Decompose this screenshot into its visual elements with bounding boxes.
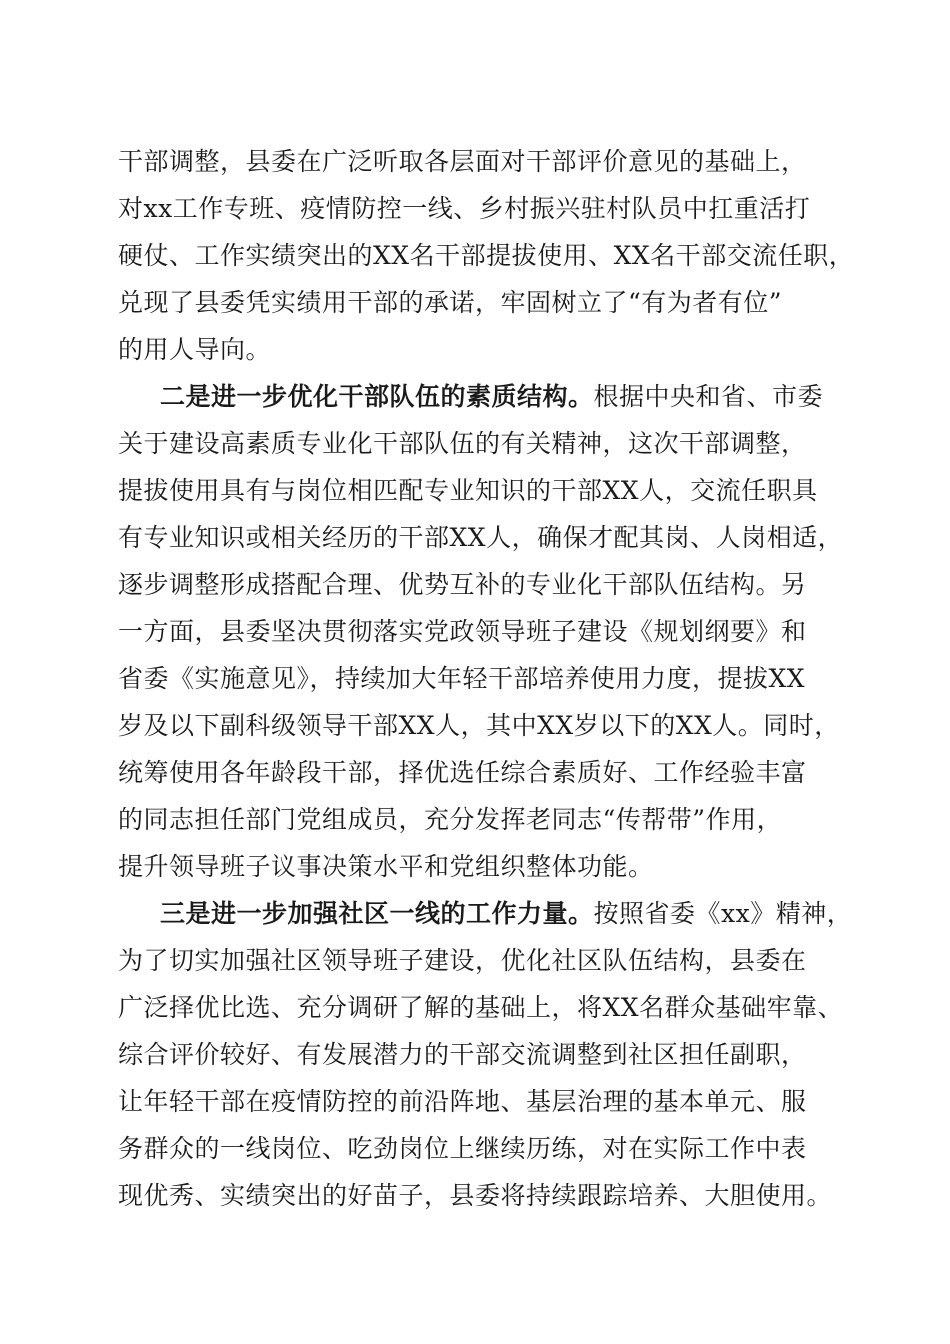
paragraph-3-line-3: 广泛择优比选、充分调研了解的基础上，将XX名群众基础牢靠、 <box>118 993 844 1022</box>
paragraph-1-line-3: 硬仗、工作实绩突出的XX名干部提拔使用、XX名干部交流任职， <box>118 241 855 270</box>
paragraph-1-line-2: 对xx工作专班、疫情防控一线、乡村振兴驻村队员中扛重活打 <box>118 194 811 223</box>
paragraph-2-lead: 二是进一步优化干部队伍的素质结构。 <box>160 382 594 411</box>
paragraph-3-line-2: 为了切实加强社区领导班子建设，优化社区队伍结构，县委在 <box>118 946 807 975</box>
paragraph-2-line-9: 统筹使用各年龄段干部，择优选任综合素质好、工作经验丰富 <box>118 758 807 787</box>
paragraph-2-line-4: 有专业知识或相关经历的干部XX人，确保才配其岗、人岗相适， <box>118 523 844 552</box>
paragraph-2-line-10: 的同志担任部门党组成员，充分发挥老同志“传帮带”作用， <box>118 805 783 834</box>
paragraph-2-line-5: 逐步调整形成搭配合理、优势互补的专业化干部队伍结构。另 <box>118 570 807 599</box>
paragraph-1-line-1: 干部调整，县委在广泛听取各层面对干部评价意见的基础上， <box>118 147 807 176</box>
paragraph-2-line-8: 岁及以下副科级领导干部XX人，其中XX岁以下的XX人。同时， <box>118 711 840 740</box>
paragraph-3-line-6: 务群众的一线岗位、吃劲岗位上继续历练，对在实际工作中表 <box>118 1134 807 1163</box>
paragraph-3-line-1 <box>160 899 853 929</box>
paragraph-3-line-4: 综合评价较好、有发展潜力的干部交流调整到社区担任副职， <box>118 1040 807 1069</box>
paragraph-2-line-7: 省委《实施意见》，持续加大年轻干部培养使用力度，提拔XX <box>118 664 806 693</box>
paragraph-2-line-1 <box>160 382 840 412</box>
paragraph-1-line-5: 的用人导向。 <box>118 335 272 364</box>
paragraph-1-line-4: 兑现了县委凭实绩用干部的承诺，牢固树立了“有为者有位” <box>118 288 783 317</box>
paragraph-2-line-2: 关于建设高素质专业化干部队伍的有关精神，这次干部调整， <box>118 429 807 458</box>
paragraph-3-first-line-rest: 按照省委《xx》精神， <box>593 899 853 928</box>
paragraph-2-line-6: 一方面，县委坚决贯彻落实党政领导班子建设《规划纲要》和 <box>118 617 807 646</box>
paragraph-3-lead: 三是进一步加强社区一线的工作力量。 <box>160 899 594 928</box>
paragraph-2-line-11: 提升领导班子议事决策水平和党组织整体功能。 <box>118 852 654 881</box>
paragraph-3-line-7: 现优秀、实绩突出的好苗子，县委将持续跟踪培养、大胆使用。 <box>118 1181 833 1210</box>
paragraph-2-line-3: 提拔使用具有与岗位相匹配专业知识的干部XX人，交流任职具 <box>118 476 818 505</box>
paragraph-3-line-5: 让年轻干部在疫情防控的前沿阵地、基层治理的基本单元、服 <box>118 1087 807 1116</box>
paragraph-2-first-line-rest: 根据中央和省、市委 <box>593 382 824 411</box>
